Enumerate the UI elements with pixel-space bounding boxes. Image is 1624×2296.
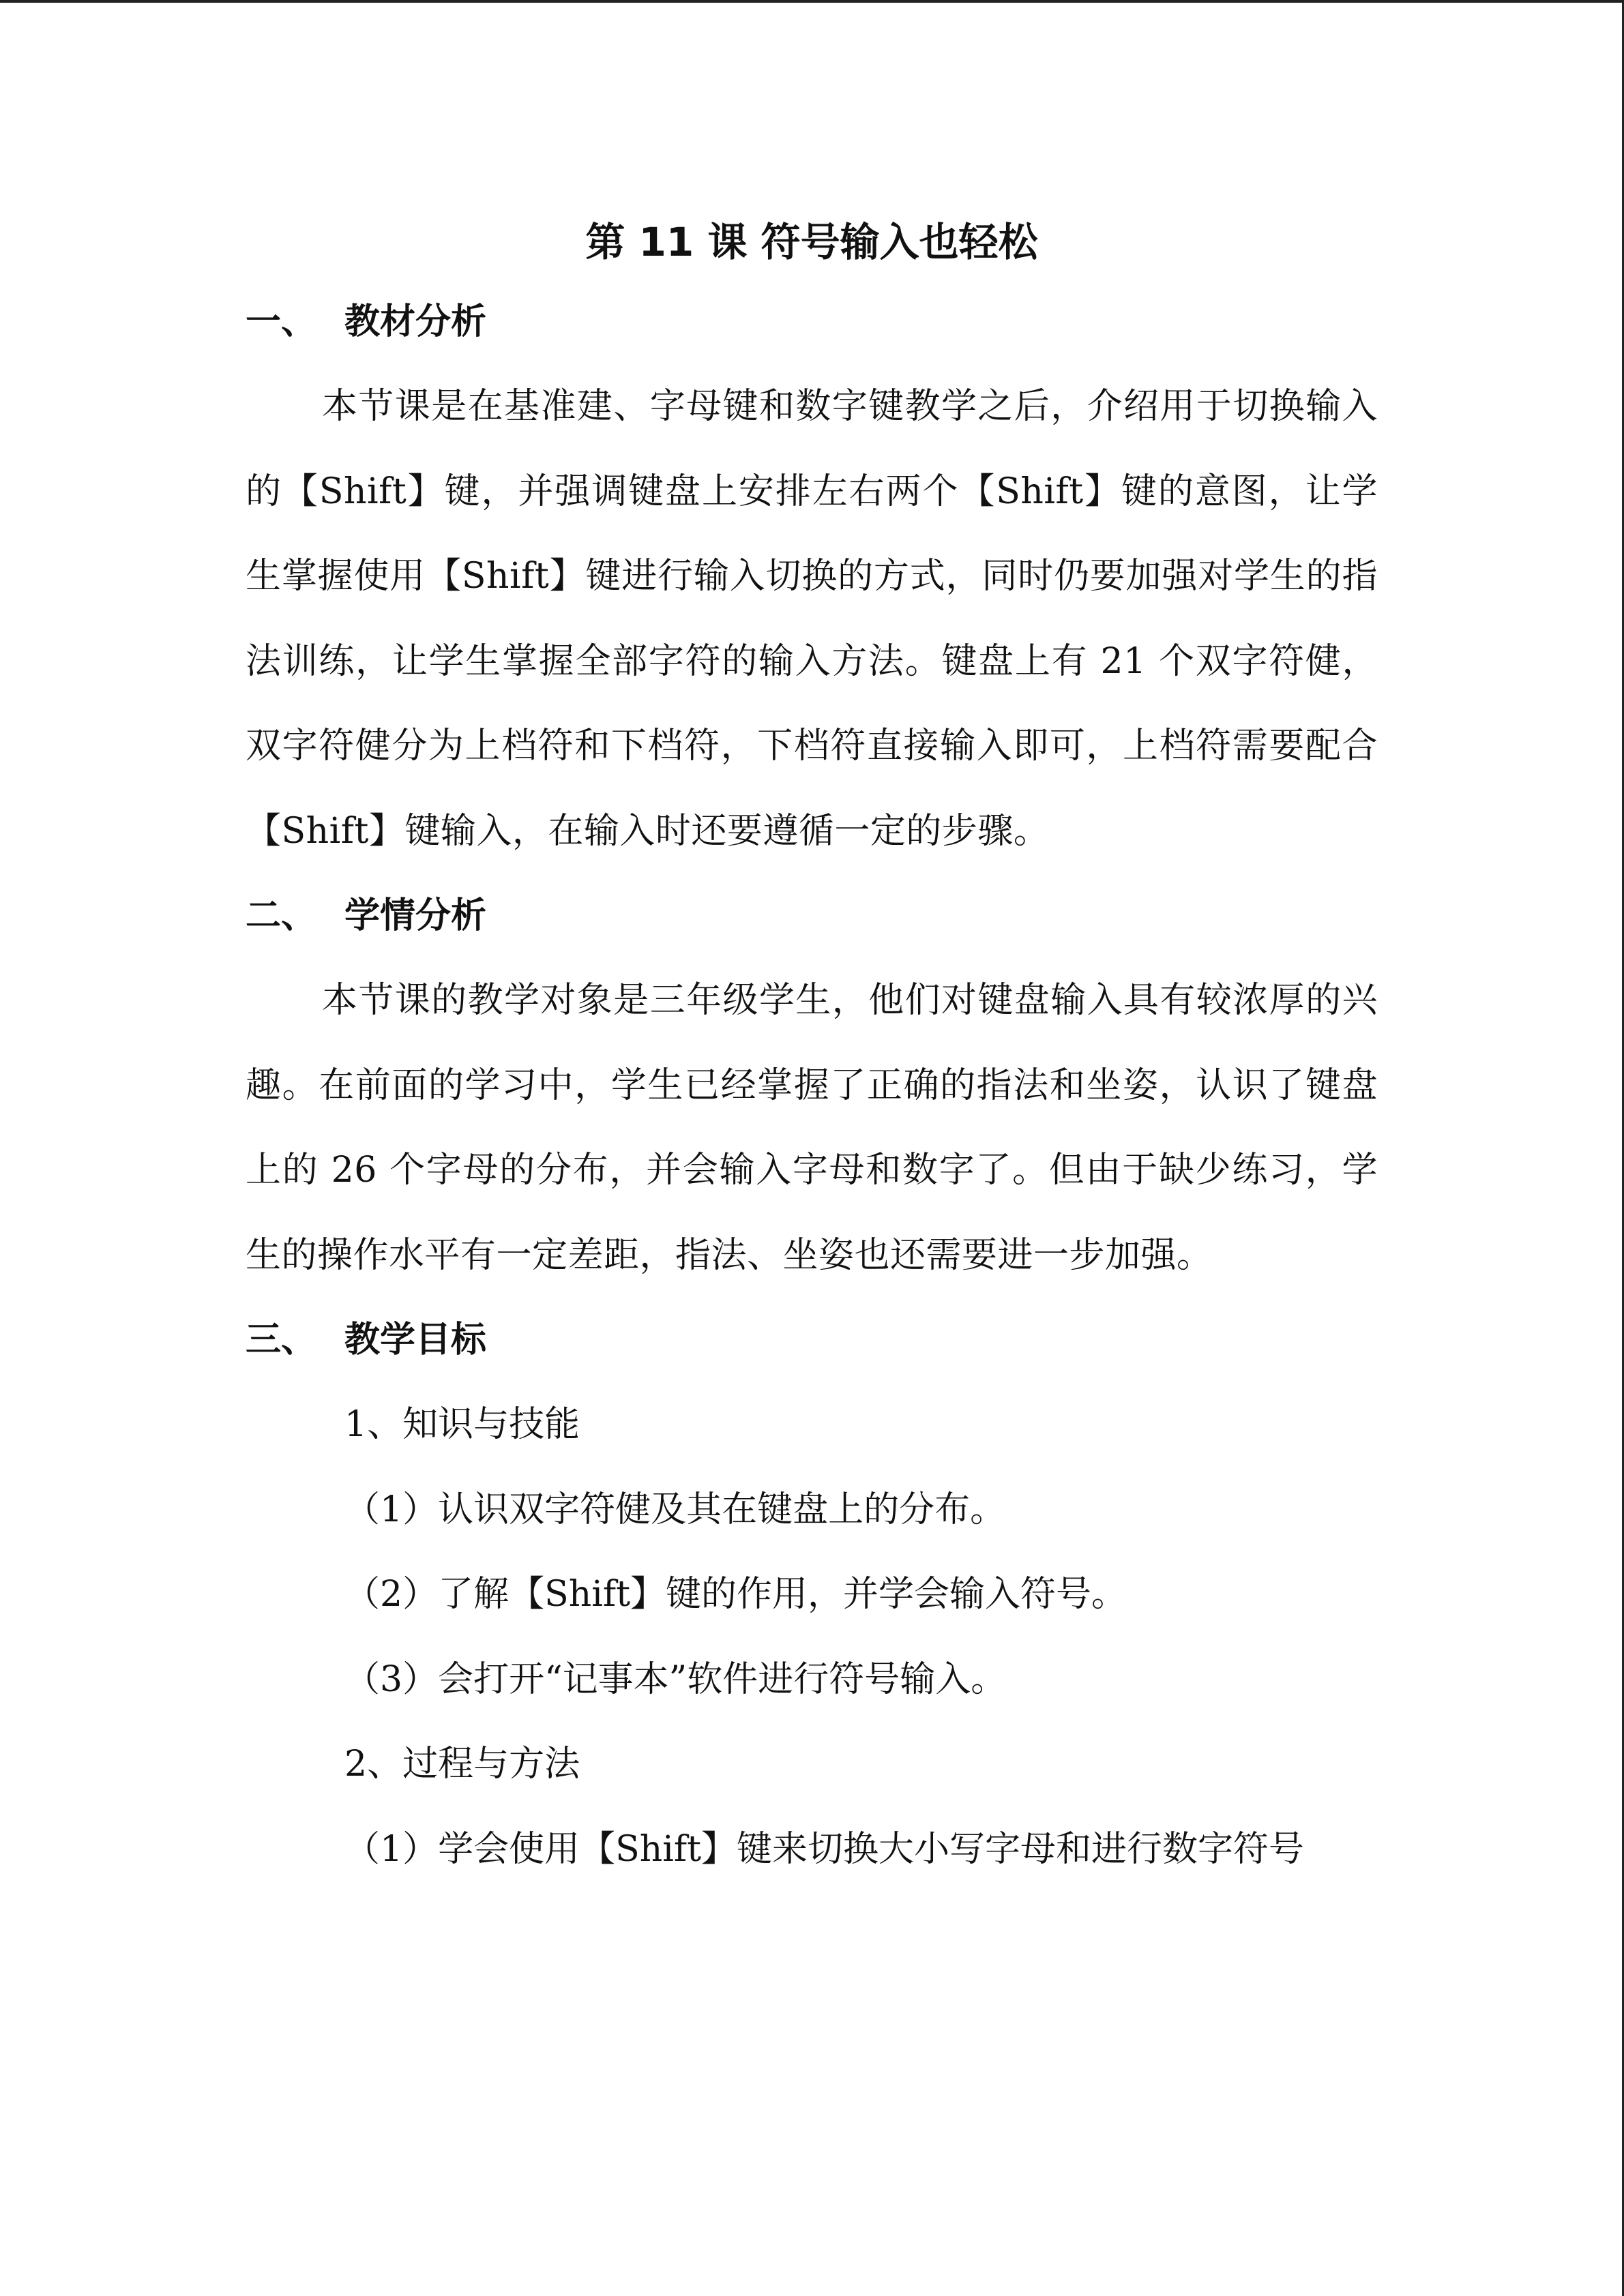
paragraph-student-analysis: 本节课的教学对象是三年级学生，他们对键盘输入具有较浓厚的兴趣。在前面的学习中，学生已经掌握了正确的指法和坐姿，认识了键盘上的 26 个字母的分布，并会输入字母和数字了。但由于缺少练习，学生的操作水平有一定差距，指法、坐姿也还需要进一步加强。 xyxy=(246,980,1378,1276)
document-page xyxy=(246,205,1378,1892)
goal-item: （2）了解【Shift】键的作用，并学会输入符号。 xyxy=(344,1574,1127,1615)
paragraph-textbook-analysis: 本节课是在基准建、字母键和数字键教学之后，介绍用于切换输入的【Shift】键，并强调键盘上安排左右两个【Shift】键的意图，让学生掌握使用【Shift】键进行输入切换的方式，同时仍要加强对学生的指法训练，让学生掌握全部字符的输入方法。键盘上有 21 个双字符健，双字符健分为上档符和下档符，下档符直接输入即可，上档符需要配合【Shift】键输入，在输入时还要遵循一定的步骤。 xyxy=(246,386,1378,852)
section-heading-student-analysis xyxy=(246,874,1378,958)
goal-item: （1）认识双字符健及其在键盘上的分布。 xyxy=(344,1489,1006,1530)
section-title: 教学目标 xyxy=(344,1320,487,1360)
page-title: 第 11 课 符号输入也轻松 xyxy=(585,219,1038,265)
section-number: 三、 xyxy=(246,1320,317,1360)
goal-item: （1）学会使用【Shift】键来切换大小写字母和进行数字符号 xyxy=(344,1828,1304,1870)
section-title: 教材分析 xyxy=(344,301,487,342)
section-heading-textbook-analysis xyxy=(246,280,1378,364)
section-heading-teaching-goals xyxy=(246,1298,1378,1382)
section-title: 学情分析 xyxy=(344,895,487,936)
section-number: 一、 xyxy=(246,301,317,342)
goal-item: （3）会打开“记事本”软件进行符号输入。 xyxy=(344,1658,1007,1700)
top-border xyxy=(0,0,1624,3)
section-number: 二、 xyxy=(246,895,317,936)
goal-group-knowledge-skills: 1、知识与技能 xyxy=(344,1404,580,1445)
goal-group-process-methods: 2、过程与方法 xyxy=(344,1744,580,1785)
